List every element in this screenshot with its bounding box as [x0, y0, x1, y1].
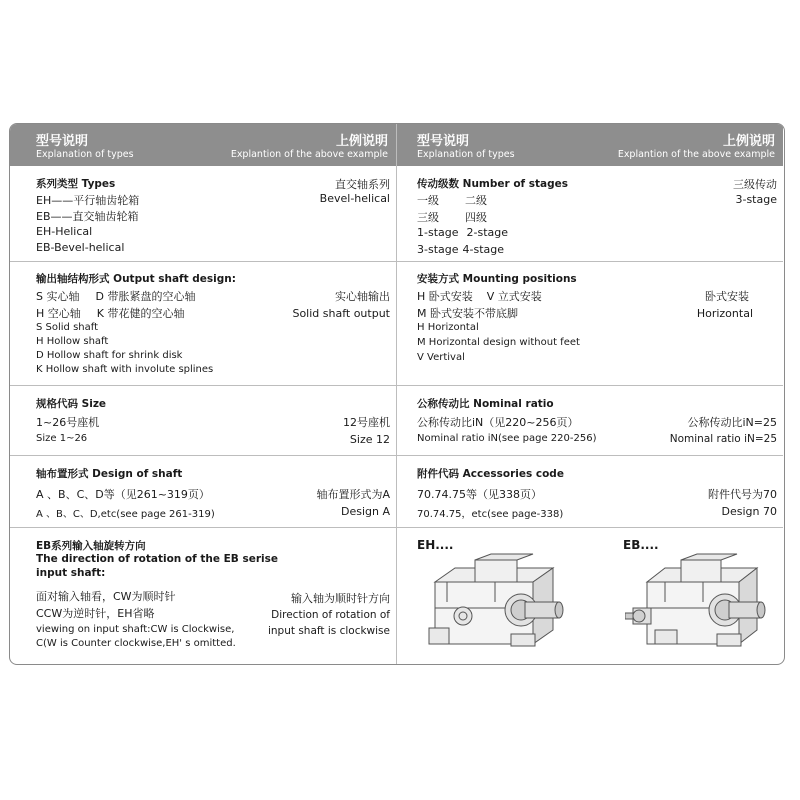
mount-option: H 卧式安装: [417, 290, 473, 303]
example-en: Design A: [340, 505, 390, 518]
example-cn: 附件代号为70: [708, 488, 777, 501]
example-en: Design 70: [721, 505, 777, 518]
text-line: Nominal ratio iN(see page 220-256): [417, 433, 597, 444]
eb-label: EB....: [623, 538, 659, 552]
option-k: K 带花健的空心轴: [96, 307, 185, 320]
section-title: 附件代码 Accessories code: [417, 468, 564, 480]
example-cn: 三级传动: [733, 178, 777, 191]
mount-option: V 立式安装: [486, 290, 542, 303]
option-d: D 带胀紧盘的空心轴: [95, 290, 196, 303]
text-line: S Solid shaft: [36, 322, 99, 333]
text-line: [417, 243, 504, 256]
section-title: 规格代码 Size: [36, 398, 107, 410]
text-line: M Horizontal design without feet: [417, 337, 580, 348]
text-line: EB——直交轴齿轮箱: [36, 210, 139, 223]
text-line: 70.74.75等（见338页）: [417, 488, 542, 501]
text-line: A 、B、C、D,etc(see page 261-319): [36, 509, 215, 520]
section-output-shaft: [10, 262, 396, 386]
section-size: [10, 386, 396, 456]
text-line: 面对输入轴看，CW为顺时针: [36, 590, 176, 603]
text-line: D Hollow shaft for shrink disk: [36, 350, 183, 361]
text-line: C(W is Counter clockwise,EH' s omitted.: [36, 638, 236, 649]
text-line: M 卧式安装不带底脚: [417, 307, 518, 320]
example-en: Nominal ratio iN=25: [669, 433, 777, 445]
stage-option: 一级: [417, 194, 439, 207]
stage-option: 2-stage: [466, 226, 509, 239]
text-line: H Horizontal: [417, 322, 479, 333]
header-title-en: Explanation of types: [417, 149, 515, 160]
section-title: input shaft:: [36, 567, 106, 579]
text-line: [417, 226, 508, 239]
text-line: Size 1~26: [36, 433, 88, 444]
header-example-en: Explantion of the above example: [617, 149, 775, 160]
section-ratio: [397, 386, 783, 456]
example-en: Horizontal: [696, 307, 753, 320]
section-drawings: [397, 528, 783, 664]
text-line: [417, 209, 487, 225]
text-line: [417, 288, 542, 304]
text-line: 70.74.75，etc(see page-338): [417, 509, 564, 520]
example-cn: 12号座机: [343, 416, 390, 429]
right-column: [397, 124, 783, 664]
section-mounting: [397, 262, 783, 386]
stage-option: 1-stage: [417, 226, 459, 239]
example-cn: 卧式安装: [705, 290, 749, 303]
text-line: 公称传动比iN（见220~256页）: [417, 416, 579, 429]
section-accessories: [397, 456, 783, 528]
option-s: S 实心轴: [36, 290, 80, 303]
header-title-cn: 型号说明: [417, 134, 470, 149]
section-stages: [397, 166, 783, 262]
left-column: [10, 124, 396, 664]
eh-gearbox-drawing: [425, 552, 575, 652]
eb-gearbox-drawing: [625, 552, 775, 652]
section-title: The direction of rotation of the EB serise: [36, 553, 278, 565]
section-title: 系列类型 Types: [36, 178, 116, 190]
header-example-cn: 上例说明: [335, 134, 388, 149]
stage-option: 4-stage: [462, 243, 505, 256]
section-title: 轴布置形式 Design of shaft: [36, 468, 183, 480]
stage-option: 二级: [465, 194, 487, 207]
stage-option: 四级: [465, 211, 487, 224]
example-en: input shaft is clockwise: [267, 625, 390, 637]
text-line: EH——平行轴齿轮箱: [36, 194, 140, 207]
text-line: viewing on input shaft:CW is Clockwise,: [36, 624, 235, 635]
example-cn: 直交轴系列: [335, 178, 390, 191]
text-line: [36, 305, 185, 321]
section-title: 公称传动比 Nominal ratio: [417, 398, 554, 410]
stage-option: 3-stage: [417, 243, 459, 256]
left-header: [10, 124, 396, 166]
example-cn: 公称传动比iN=25: [687, 416, 777, 429]
text-line: K Hollow shaft with involute splines: [36, 364, 214, 375]
example-en: Bevel-helical: [319, 192, 390, 205]
section-title: 输出轴结构形式 Output shaft design:: [36, 273, 236, 285]
text-line: [36, 288, 195, 304]
stage-option: 三级: [417, 211, 439, 224]
text-line: [417, 192, 487, 208]
section-design: [10, 456, 396, 528]
header-example-en: Explantion of the above example: [230, 149, 388, 160]
text-line: A 、B、C、D等（见261~319页）: [36, 488, 210, 501]
text-line: EH-Helical: [36, 225, 93, 238]
example-cn: 轴布置形式为A: [316, 488, 390, 501]
text-line: CCW为逆时针，EH省略: [36, 607, 155, 620]
header-title-cn: 型号说明: [36, 134, 89, 149]
right-header: [397, 124, 783, 166]
section-types: [10, 166, 396, 262]
header-title-en: Explanation of types: [36, 149, 134, 160]
header-example-cn: 上例说明: [722, 134, 775, 149]
text-line: 1~26号座机: [36, 416, 100, 429]
example-cn: 实心轴输出: [335, 290, 390, 303]
option-h: H 空心轴: [36, 307, 81, 320]
eh-label: EH....: [417, 538, 454, 552]
example-cn: 输入轴为顺时针方向: [291, 592, 390, 605]
text-line: EB-Bevel-helical: [36, 241, 125, 254]
example-en: Size 12: [349, 433, 390, 446]
example-en: Direction of rotation of: [271, 609, 390, 621]
example-en: Solid shaft output: [292, 307, 390, 320]
section-rotation: [10, 528, 396, 664]
section-title: 安装方式 Mounting positions: [417, 273, 577, 285]
section-title: EB系列输入轴旋转方向: [36, 540, 146, 552]
text-line: V Vertival: [417, 352, 465, 363]
example-en: 3-stage: [735, 193, 777, 206]
text-line: H Hollow shaft: [36, 336, 109, 347]
section-title: 传动级数 Number of stages: [417, 178, 569, 190]
type-explanation-sheet: [9, 123, 785, 665]
